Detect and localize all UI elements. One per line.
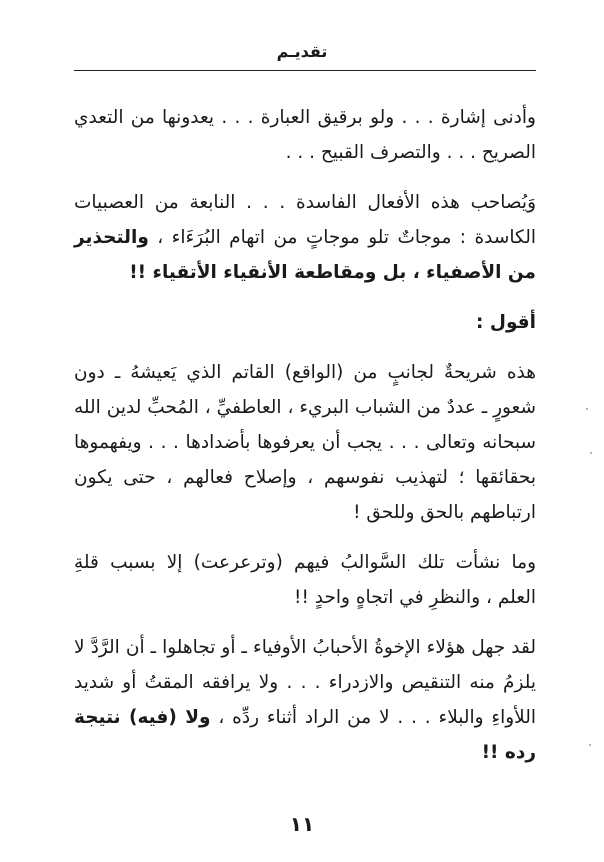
- scan-speck-1: [586, 408, 588, 410]
- scan-speck-3: [589, 744, 591, 746]
- header-divider: [74, 70, 536, 71]
- paragraph-1: وأدنى إشارة . . . ولو برقيق العبارة . . . يعدونها من التعدي الصريح . . . والتصرف القبيح . . .: [74, 107, 536, 163]
- paragraph-5: وما نشأت تلك السَّوالبُ فيهم (وترعرعت) إلا بسبب قلةِ العلم ، والنظرِ في اتجاهٍ واحدٍ !!: [74, 552, 536, 608]
- paragraph-2-emphasis: والتحذير من الأصفياء ، بل ومقاطعة الأنقياء الأتقياء !!: [74, 227, 536, 283]
- body-text: [74, 100, 536, 785]
- paragraph-6-text: لقد جهل هؤلاء الإخوةُ الأحبابُ الأوفياء ـ أو تجاهلوا ـ أن الرَّدَّ لا يلزمُ منه التنقيص والازدراء . . . ولا يرافقه المقتُ أو شديد اللأواءِ والبلاء . . . لا من الراد أثناء ردِّه ،: [74, 637, 536, 728]
- page-number: ١١: [289, 812, 315, 836]
- running-header-title: تقديـم: [276, 42, 328, 61]
- paragraph-4: هذه شريحةٌ لجانبٍ من (الواقع) القاتم الذي يَعيشهُ ـ دون شعورٍ ـ عددٌ من الشباب البريء ، العاطفيِّ ، المُحبِّ لدين الله سبحانه وتعالى . . . يجب أن يعرفوها بأضدادها . . . ويفهموها بحقائقها ؛ لتهذيب نفوسهم ، وإصلاح فعالهم ، حتى يكون ارتباطهم بالحق وللحق !: [74, 362, 536, 523]
- paragraph-6-emphasis: ولا (فيه) نتيجة رده !!: [74, 707, 536, 763]
- paragraph-3-heading: أقول :: [476, 312, 536, 333]
- scan-speck-2: [590, 452, 592, 454]
- paragraph-2-text: وَيُصاحب هذه الأفعال الفاسدة . . . النابعة من العصبيات الكاسدة : موجاتٌ تلو موجاتٍ من اتهام البُرَءَاء ،: [74, 192, 536, 248]
- paragraph-2: [74, 185, 536, 290]
- paragraph-6: [74, 630, 536, 770]
